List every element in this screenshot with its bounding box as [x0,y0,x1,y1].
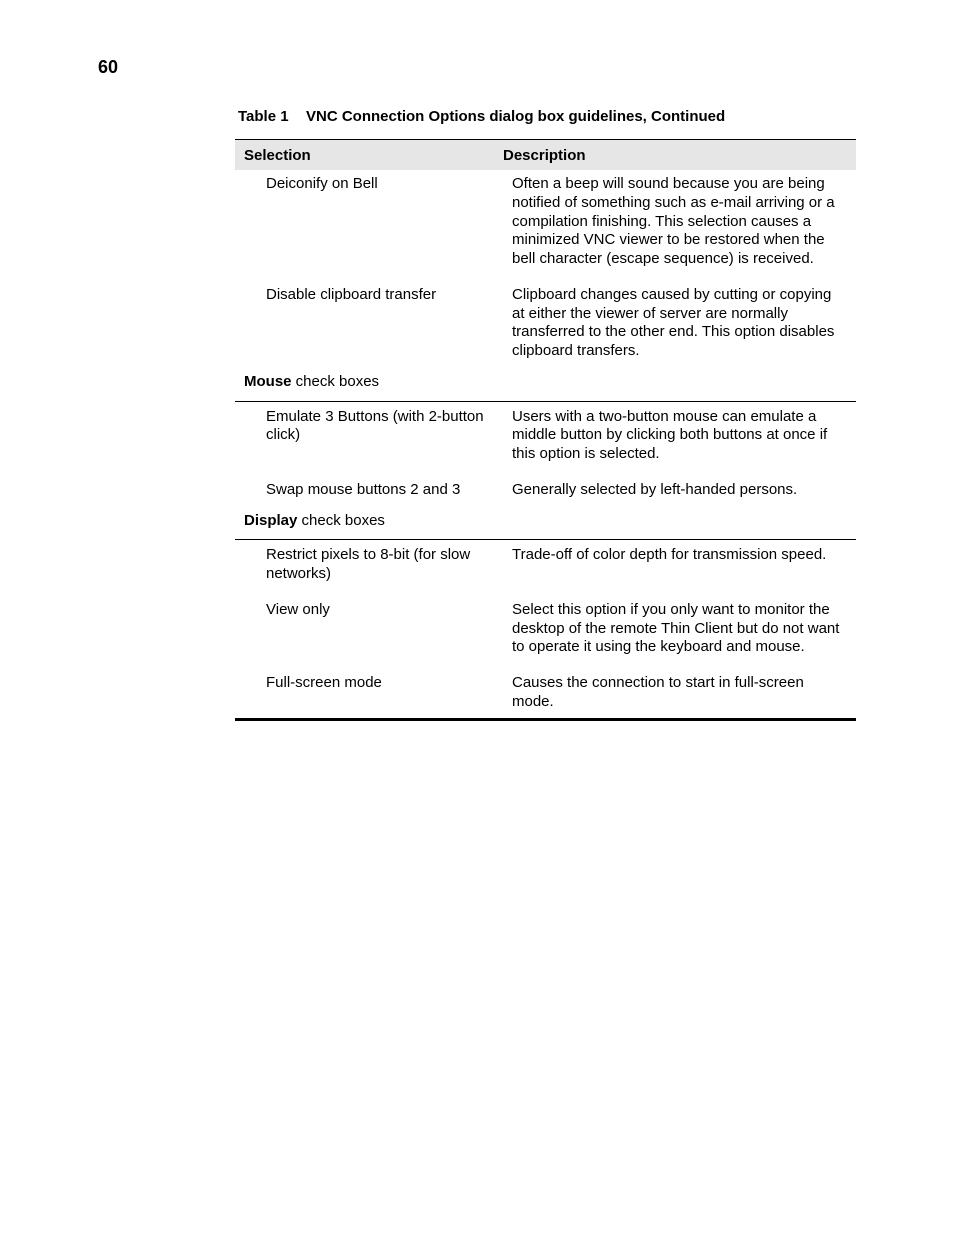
table-row [235,402,856,476]
table-row [235,170,856,281]
table-row [235,596,856,669]
row-selection: Restrict pixels to 8-bit (for slow networks) [266,546,471,582]
table-caption-label: Table 1 [238,108,289,125]
table-header-row [235,139,856,170]
row-description: Trade-off of color depth for transmission speed. [512,546,827,564]
section-label-text: check boxes [297,511,385,529]
row-description: Often a beep will sound because you are being notified of something such as e-mail arriving or a compilation finishing. This selection causes a minimized VNC viewer to be restored when the bell character (escape sequence) is received. [512,175,835,267]
row-selection: View only [266,600,330,618]
table-caption-title: VNC Connection Options dialog box guidelines, Continued [306,108,726,125]
row-description: Generally selected by left-handed persons. [512,480,798,498]
section-label-text: check boxes [291,372,380,390]
table-row [235,540,856,596]
row-selection: Deiconify on Bell [266,175,378,192]
row-description: Users with a two-button mouse can emulate a middle button by clicking both buttons at once if this option is selected. [512,407,828,462]
table-caption [238,107,725,126]
row-description: Causes the connection to start in full-screen mode. [512,674,804,710]
table-row [235,281,856,373]
section-label-bold: Display [244,511,298,529]
row-selection: Full-screen mode [266,674,382,691]
page-number: 60 [98,57,119,77]
options-table [235,139,856,721]
display-section-label [235,512,856,541]
row-selection: Emulate 3 Buttons (with 2-button click) [266,407,484,444]
row-description: Select this option if you only want to monitor the desktop of the remote Thin Client but do not want to operate it using the keyboard and mouse. [512,600,840,656]
section-label-bold: Mouse [244,372,292,390]
row-selection: Swap mouse buttons 2 and 3 [266,480,461,498]
header-selection: Selection [244,146,311,164]
table-row [235,476,856,512]
header-description: Description [503,146,586,164]
mouse-section-label [235,373,856,402]
row-selection: Disable clipboard transfer [266,285,437,303]
row-description: Clipboard changes caused by cutting or copying at either the viewer of server are normally transferred to the other end. This option disables clipboard transfers. [512,285,835,359]
table-row [235,669,856,721]
